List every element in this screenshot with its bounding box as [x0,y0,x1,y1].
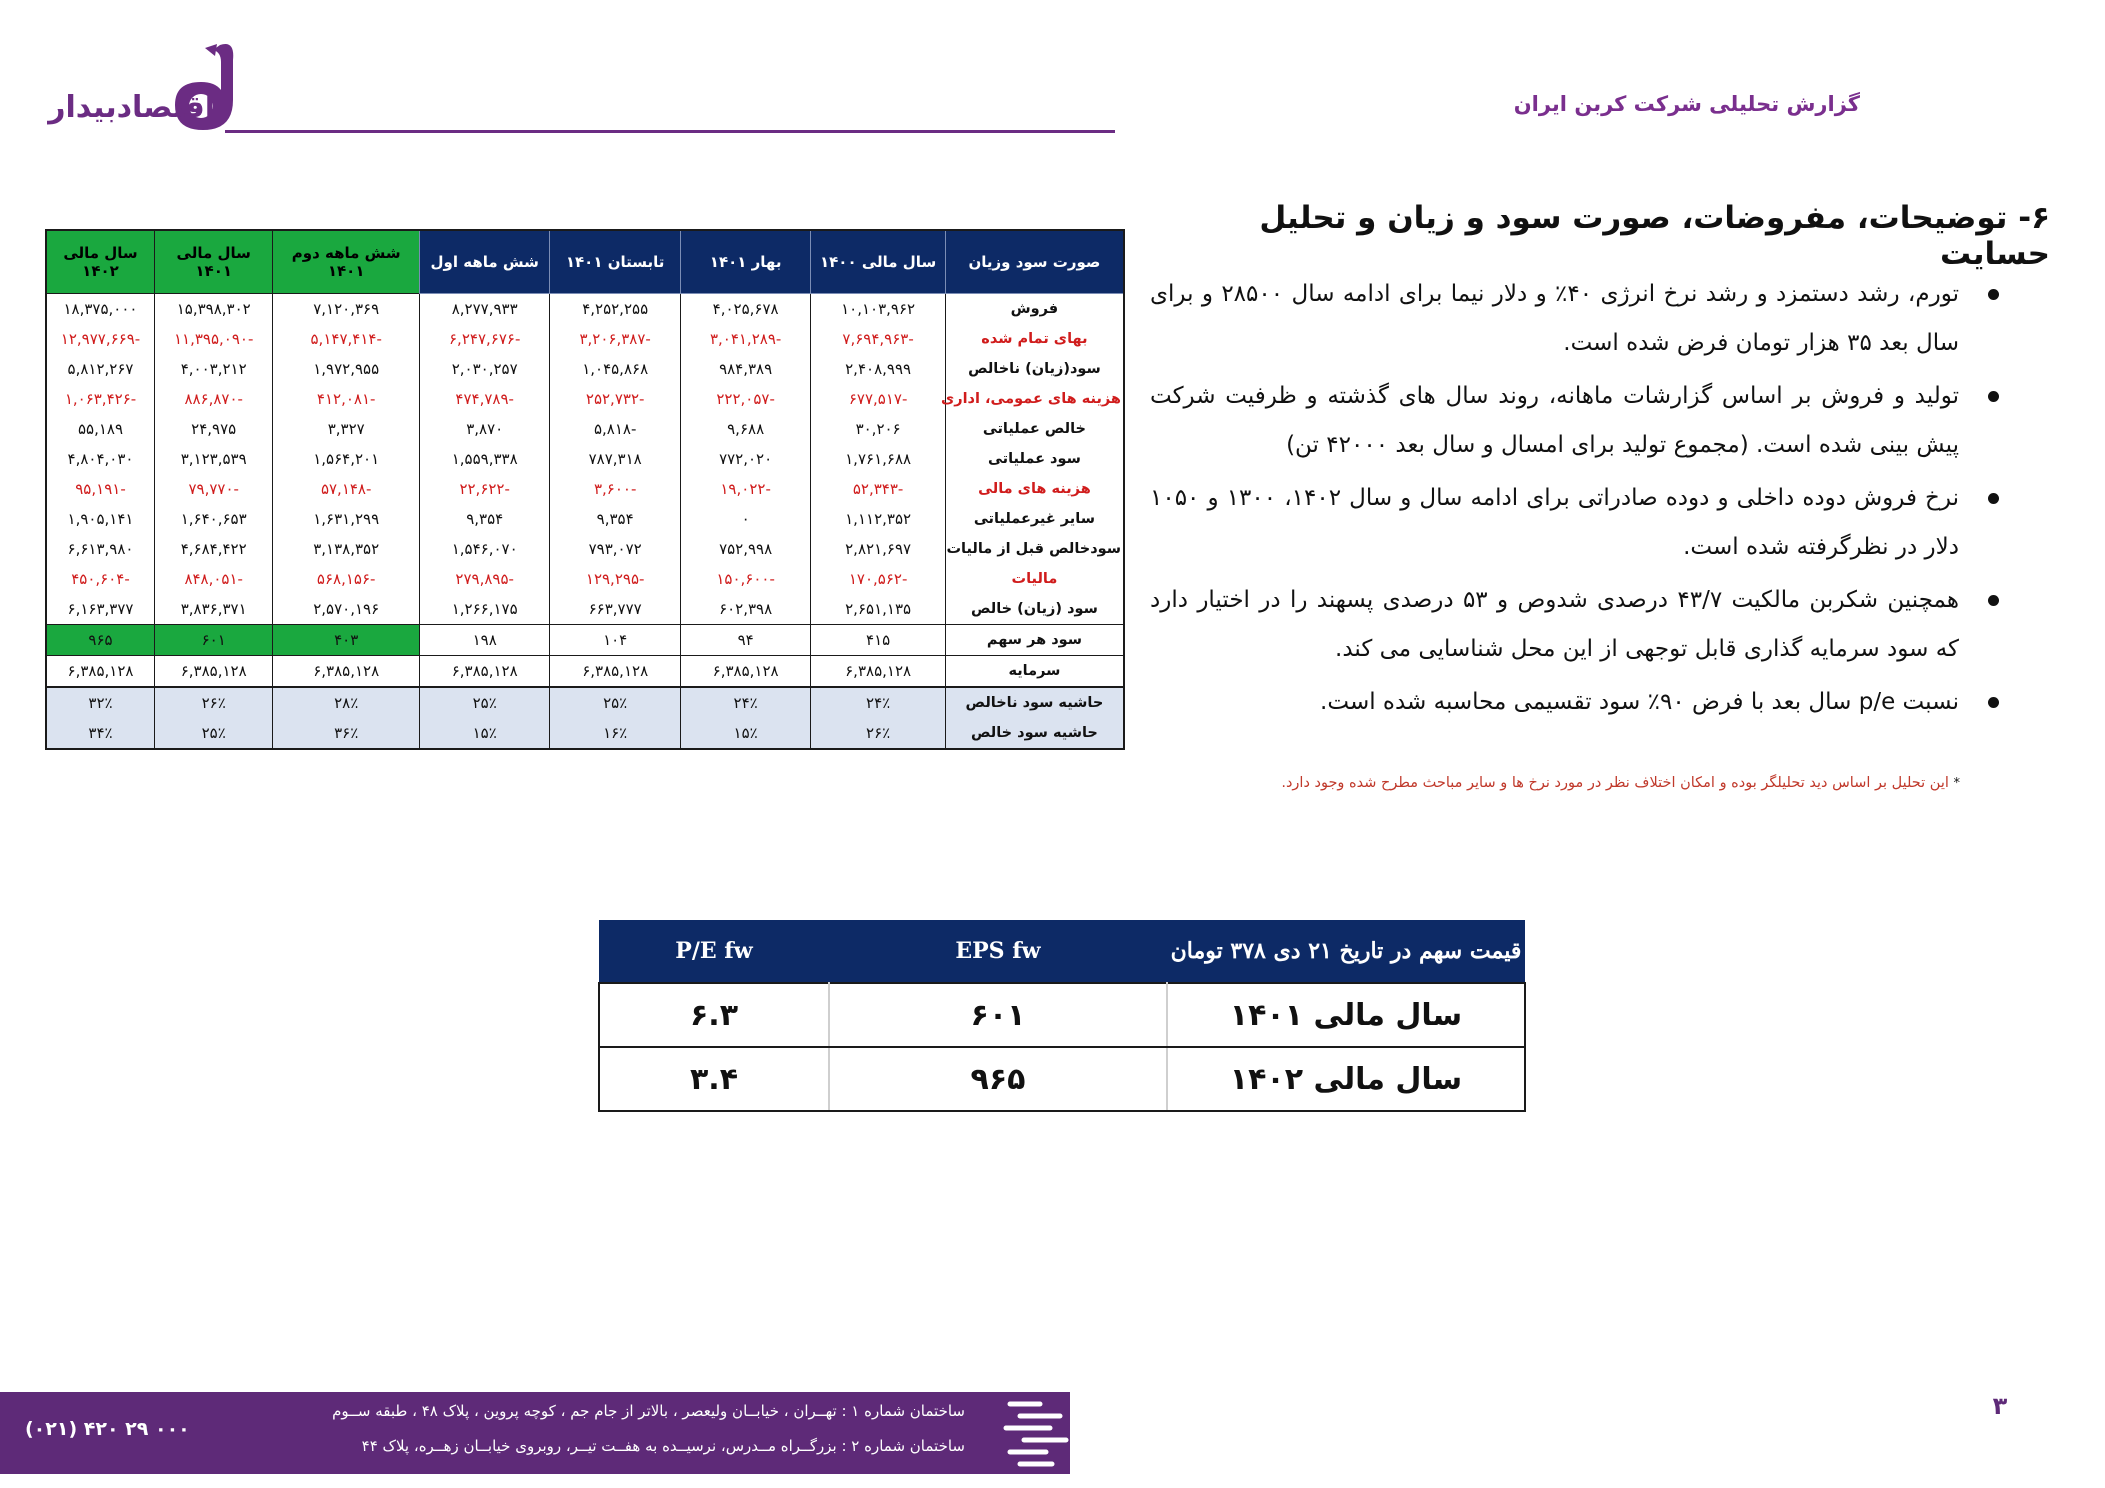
table-row [46,534,1124,564]
bullet-text: همچنین شکربن مالکیت ۴۳/۷ درصدی شدوص و ۵۳ درصدی پسهند را در اختیار دارد که سود سرمایه گذاری قابل توجهی از این محل شناسایی می کند. [1150,587,1959,662]
pe-value: ۶.۳ [599,983,829,1047]
table-cell: -۵۷,۱۴۸ [273,474,420,504]
note-star: * [1953,776,1960,791]
table-cell: -۱۲,۹۷۷,۶۶۹ [46,324,154,354]
bullet-text: نرخ فروش دوده داخلی و دوده صادراتی برای ادامه سال و سال ۱۴۰۲، ۱۳۰۰ و ۱۰۵۰ دلار در نظرگرفته شده است. [1150,485,1959,560]
row-label: حاشیه سود ناخالص [945,687,1124,718]
table-cell: ۲۶٪ [154,687,272,718]
list-item [1150,678,2005,727]
table-cell: -۴۱۲,۰۸۱ [273,384,420,414]
table-cell: ۷۵۲,۹۹۸ [680,534,810,564]
speed-lines-icon [1000,1392,1080,1474]
table-cell: ۸,۲۷۷,۹۳۳ [419,294,549,325]
row-label: مالیات [945,564,1124,594]
footer-address-2: ساختمان شماره ۲ : بزرگــراه مــدرس، نرسیــده به هفــت تیــر، روبروی خیابــان زهــره، پلاک ۴۴ [361,1437,965,1455]
table-cell: ۲۸٪ [273,687,420,718]
table-cell: ۴,۲۵۲,۲۵۵ [550,294,680,325]
bullet-text: تولید و فروش بر اساس گزارشات ماهانه، روند سال های گذشته و ظرفیت شرکت پیش بینی شده است. (مجموع تولید برای امسال و سال بعد ۴۲۰۰۰ تن) [1150,383,1959,458]
table-cell: -۴۷۴,۷۸۹ [419,384,549,414]
pe-value: ۳.۴ [599,1047,829,1111]
row-label: سود عملیاتی [945,444,1124,474]
table-cell: ۱۰,۱۰۳,۹۶۲ [811,294,945,325]
table-cell: ۱,۷۶۱,۶۸۸ [811,444,945,474]
table-cell: ۱۵,۳۹۸,۳۰۲ [154,294,272,325]
row-label: سود هر سهم [945,625,1124,656]
header-divider [225,130,1115,133]
table-cell: ۶,۳۸۵,۱۲۸ [419,656,549,688]
table-cell: -۷,۶۹۴,۹۶۳ [811,324,945,354]
table-cell: -۸۴۸,۰۵۱ [154,564,272,594]
table-cell: ۲,۸۲۱,۶۹۷ [811,534,945,564]
bullet-icon [1988,391,1999,402]
bullet-text: نسبت p/e سال بعد با فرض ۹۰٪ سود تقسیمی محاسبه شده است. [1320,689,1959,715]
table-cell: -۵,۸۱۸ [550,414,680,444]
table-cell: -۲۲,۶۲۲ [419,474,549,504]
table-cell: ۲۴٪ [680,687,810,718]
row-label: هزینه های مالی [945,474,1124,504]
row-label: خالص عملیاتی [945,414,1124,444]
eps-value: ۶۰۱ [829,983,1167,1047]
table-cell: ۵۵,۱۸۹ [46,414,154,444]
table-cell: -۴۵۰,۶۰۴ [46,564,154,594]
table-row [46,384,1124,414]
table-row [599,1047,1525,1111]
table-cell: -۵۲,۳۴۳ [811,474,945,504]
row-label: بهای تمام شده [945,324,1124,354]
table-cell: ۹,۶۸۸ [680,414,810,444]
table-cell: -۲۷۹,۸۹۵ [419,564,549,594]
table-row [599,983,1525,1047]
assumptions-list [1150,270,2005,731]
table-cell: ۱۰۴ [550,625,680,656]
table-cell: -۳,۲۰۶,۳۸۷ [550,324,680,354]
table-cell: -۸۸۶,۸۷۰ [154,384,272,414]
table-cell: ۹۴ [680,625,810,656]
table-row [46,324,1124,354]
table-cell: ۳,۸۳۶,۳۷۱ [154,594,272,625]
row-label: سود (زیان) خالص [945,594,1124,625]
table-cell: ۱۶٪ [550,718,680,749]
table-cell: ۰ [680,504,810,534]
table-cell: ۷۹۳,۰۷۲ [550,534,680,564]
table-cell: -۶,۲۴۷,۶۷۶ [419,324,549,354]
table-row [46,564,1124,594]
table-cell: ۴,۰۰۳,۲۱۲ [154,354,272,384]
footer-address-1: ساختمان شماره ۱ : تهــران ، خیابــان ولیعصر ، بالاتر از جام جم ، کوچه پروین ، پلاک ۴۸ ، طبقه ســوم [332,1402,965,1420]
table-cell: ۴۰۳ [273,625,420,656]
table-cell: -۱۷۰,۵۶۲ [811,564,945,594]
table-row [46,414,1124,444]
table-cell: ۱,۶۴۰,۶۵۳ [154,504,272,534]
row-label: فروش [945,294,1124,325]
table-cell: ۶۶۳,۷۷۷ [550,594,680,625]
table-cell: ۹,۳۵۴ [550,504,680,534]
row-label: سایر غیرعملیاتی [945,504,1124,534]
table-cell: ۲,۶۵۱,۱۳۵ [811,594,945,625]
table-header-row [46,230,1124,294]
table-cell: ۶,۱۶۳,۳۷۷ [46,594,154,625]
page-number: ۳ [1992,1392,2008,1420]
table-cell: ۵,۸۱۲,۲۶۷ [46,354,154,384]
list-item [1150,270,2005,368]
table-row [46,687,1124,718]
row-label: سود(زیان) ناخالص [945,354,1124,384]
row-label: سال مالی ۱۴۰۱ [1167,983,1525,1047]
table-cell: ۷,۱۲۰,۳۶۹ [273,294,420,325]
column-header: صورت سود وزیان [945,230,1124,294]
table-row [46,354,1124,384]
table-cell: ۲۴٪ [811,687,945,718]
eps-value: ۹۶۵ [829,1047,1167,1111]
table-cell: -۶۷۷,۵۱۷ [811,384,945,414]
column-header: بهار ۱۴۰۱ [680,230,810,294]
table-cell: ۴۱۵ [811,625,945,656]
report-title: گزارش تحلیلی شرکت کربن ایران [1513,92,1860,116]
table-cell: ۳۶٪ [273,718,420,749]
row-label: سرمایه [945,656,1124,688]
column-header: سال مالی ۱۴۰۲ [46,230,154,294]
table-cell: ۱,۵۶۴,۲۰۱ [273,444,420,474]
section-title: ۶- توضیحات، مفروضات، صورت سود و زیان و تحلیل حسایت [1259,200,2050,272]
table-cell: ۲۵٪ [154,718,272,749]
table-row [46,294,1124,325]
table-cell: ۱,۶۳۱,۲۹۹ [273,504,420,534]
table-cell: ۳,۸۷۰ [419,414,549,444]
column-header: تابستان ۱۴۰۱ [550,230,680,294]
table-cell: ۳,۱۳۸,۳۵۲ [273,534,420,564]
row-label: حاشیه سود خالص [945,718,1124,749]
table-cell: ۱۵٪ [419,718,549,749]
column-header: سال مالی ۱۴۰۰ [811,230,945,294]
list-item [1150,372,2005,470]
footer-phone: (۰۲۱) ۴۲۰ ۲۹ ۰۰۰ [25,1418,190,1440]
table-cell: -۷۹,۷۷۰ [154,474,272,504]
bullet-icon [1988,289,1999,300]
note-text: این تحلیل بر اساس دید تحلیلگر بوده و امکان اختلاف نظر در مورد نرخ ها و سایر مباحث مطرح شده وجود دارد. [1281,775,1949,791]
table-cell: ۷۸۷,۳۱۸ [550,444,680,474]
table-row [46,656,1124,688]
table-cell: ۱,۹۷۲,۹۵۵ [273,354,420,384]
table-cell: ۷۷۲,۰۲۰ [680,444,810,474]
table-cell: -۹۵,۱۹۱ [46,474,154,504]
table-cell: ۳,۳۲۷ [273,414,420,444]
table-cell: ۳۰,۲۰۶ [811,414,945,444]
table-cell: ۶۰۲,۳۹۸ [680,594,810,625]
table-cell: -۳,۰۴۱,۲۸۹ [680,324,810,354]
table-cell: ۱,۲۶۶,۱۷۵ [419,594,549,625]
table-cell: -۱۹,۰۲۲ [680,474,810,504]
column-header: P/E fw [599,920,829,983]
table-cell: ۱,۱۱۲,۳۵۲ [811,504,945,534]
income-statement-table [45,229,1125,750]
table-cell: ۹,۳۵۴ [419,504,549,534]
table-cell: ۴,۸۰۴,۰۳۰ [46,444,154,474]
bullet-icon [1988,493,1999,504]
row-label: هزینه های عمومی، اداری [945,384,1124,414]
table-cell: ۳۴٪ [46,718,154,749]
column-header: قیمت سهم در تاریخ ۲۱ دی ۳۷۸ تومان [1167,920,1525,983]
table-cell: -۱۵۰,۶۰۰ [680,564,810,594]
list-item [1150,576,2005,674]
table-cell: ۲,۴۰۸,۹۹۹ [811,354,945,384]
table-row [46,718,1124,749]
column-header: شش ماهه دوم ۱۴۰۱ [273,230,420,294]
table-cell: ۱,۵۴۶,۰۷۰ [419,534,549,564]
bullet-icon [1988,595,1999,606]
table-cell: ۲,۵۷۰,۱۹۶ [273,594,420,625]
table-row [46,594,1124,625]
table-cell: ۶۰۱ [154,625,272,656]
table-cell: ۶,۳۸۵,۱۲۸ [154,656,272,688]
table-cell: -۳,۶۰۰ [550,474,680,504]
table-row [46,444,1124,474]
valuation-table [598,920,1526,1112]
table-header-row [599,920,1525,983]
table-cell: -۱۲۹,۲۹۵ [550,564,680,594]
table-cell: ۳۲٪ [46,687,154,718]
table-cell: ۲۴,۹۷۵ [154,414,272,444]
table-cell: ۲۵٪ [419,687,549,718]
column-header: شش ماهه اول [419,230,549,294]
table-cell: ۱۵٪ [680,718,810,749]
table-row [46,474,1124,504]
table-cell: -۵,۱۴۷,۴۱۴ [273,324,420,354]
table-cell: ۴,۶۸۴,۴۲۲ [154,534,272,564]
table-cell: ۱۹۸ [419,625,549,656]
table-cell: -۲۵۲,۷۳۲ [550,384,680,414]
logo-text: اقتصادبیدار [48,90,215,125]
table-cell: ۴,۰۲۵,۶۷۸ [680,294,810,325]
bullet-text: تورم، رشد دستمزد و رشد نرخ انرژی ۴۰٪ و دلار نیما برای ادامه سال ۲۸۵۰۰ و برای سال بعد ۳۵ هزار تومان فرض شده است. [1150,281,1959,356]
table-cell: ۲۵٪ [550,687,680,718]
table-cell: -۲۲۲,۰۵۷ [680,384,810,414]
table-row [46,504,1124,534]
table-cell: ۹۶۵ [46,625,154,656]
table-cell: ۱۸,۳۷۵,۰۰۰ [46,294,154,325]
table-cell: ۶,۳۸۵,۱۲۸ [811,656,945,688]
table-cell: ۶,۳۸۵,۱۲۸ [550,656,680,688]
row-label: سودخالص قبل از مالیات [945,534,1124,564]
table-cell: -۱,۰۶۳,۴۲۶ [46,384,154,414]
bullet-icon [1988,697,1999,708]
table-cell: ۶,۳۸۵,۱۲۸ [46,656,154,688]
table-cell: ۲,۰۳۰,۲۵۷ [419,354,549,384]
table-cell: ۶,۳۸۵,۱۲۸ [273,656,420,688]
table-cell: ۶,۳۸۵,۱۲۸ [680,656,810,688]
column-header: سال مالی ۱۴۰۱ [154,230,272,294]
row-label: سال مالی ۱۴۰۲ [1167,1047,1525,1111]
list-item [1150,474,2005,572]
table-cell: ۲۶٪ [811,718,945,749]
table-cell: ۳,۱۲۳,۵۳۹ [154,444,272,474]
disclaimer-note [1150,775,1960,791]
table-row [46,625,1124,656]
table-cell: ۹۸۴,۳۸۹ [680,354,810,384]
table-cell: ۱,۹۰۵,۱۴۱ [46,504,154,534]
column-header: EPS fw [829,920,1167,983]
table-cell: -۵۶۸,۱۵۶ [273,564,420,594]
table-cell: ۶,۶۱۳,۹۸۰ [46,534,154,564]
table-cell: ۱,۰۴۵,۸۶۸ [550,354,680,384]
table-cell: -۱۱,۳۹۵,۰۹۰ [154,324,272,354]
table-cell: ۱,۵۵۹,۳۳۸ [419,444,549,474]
